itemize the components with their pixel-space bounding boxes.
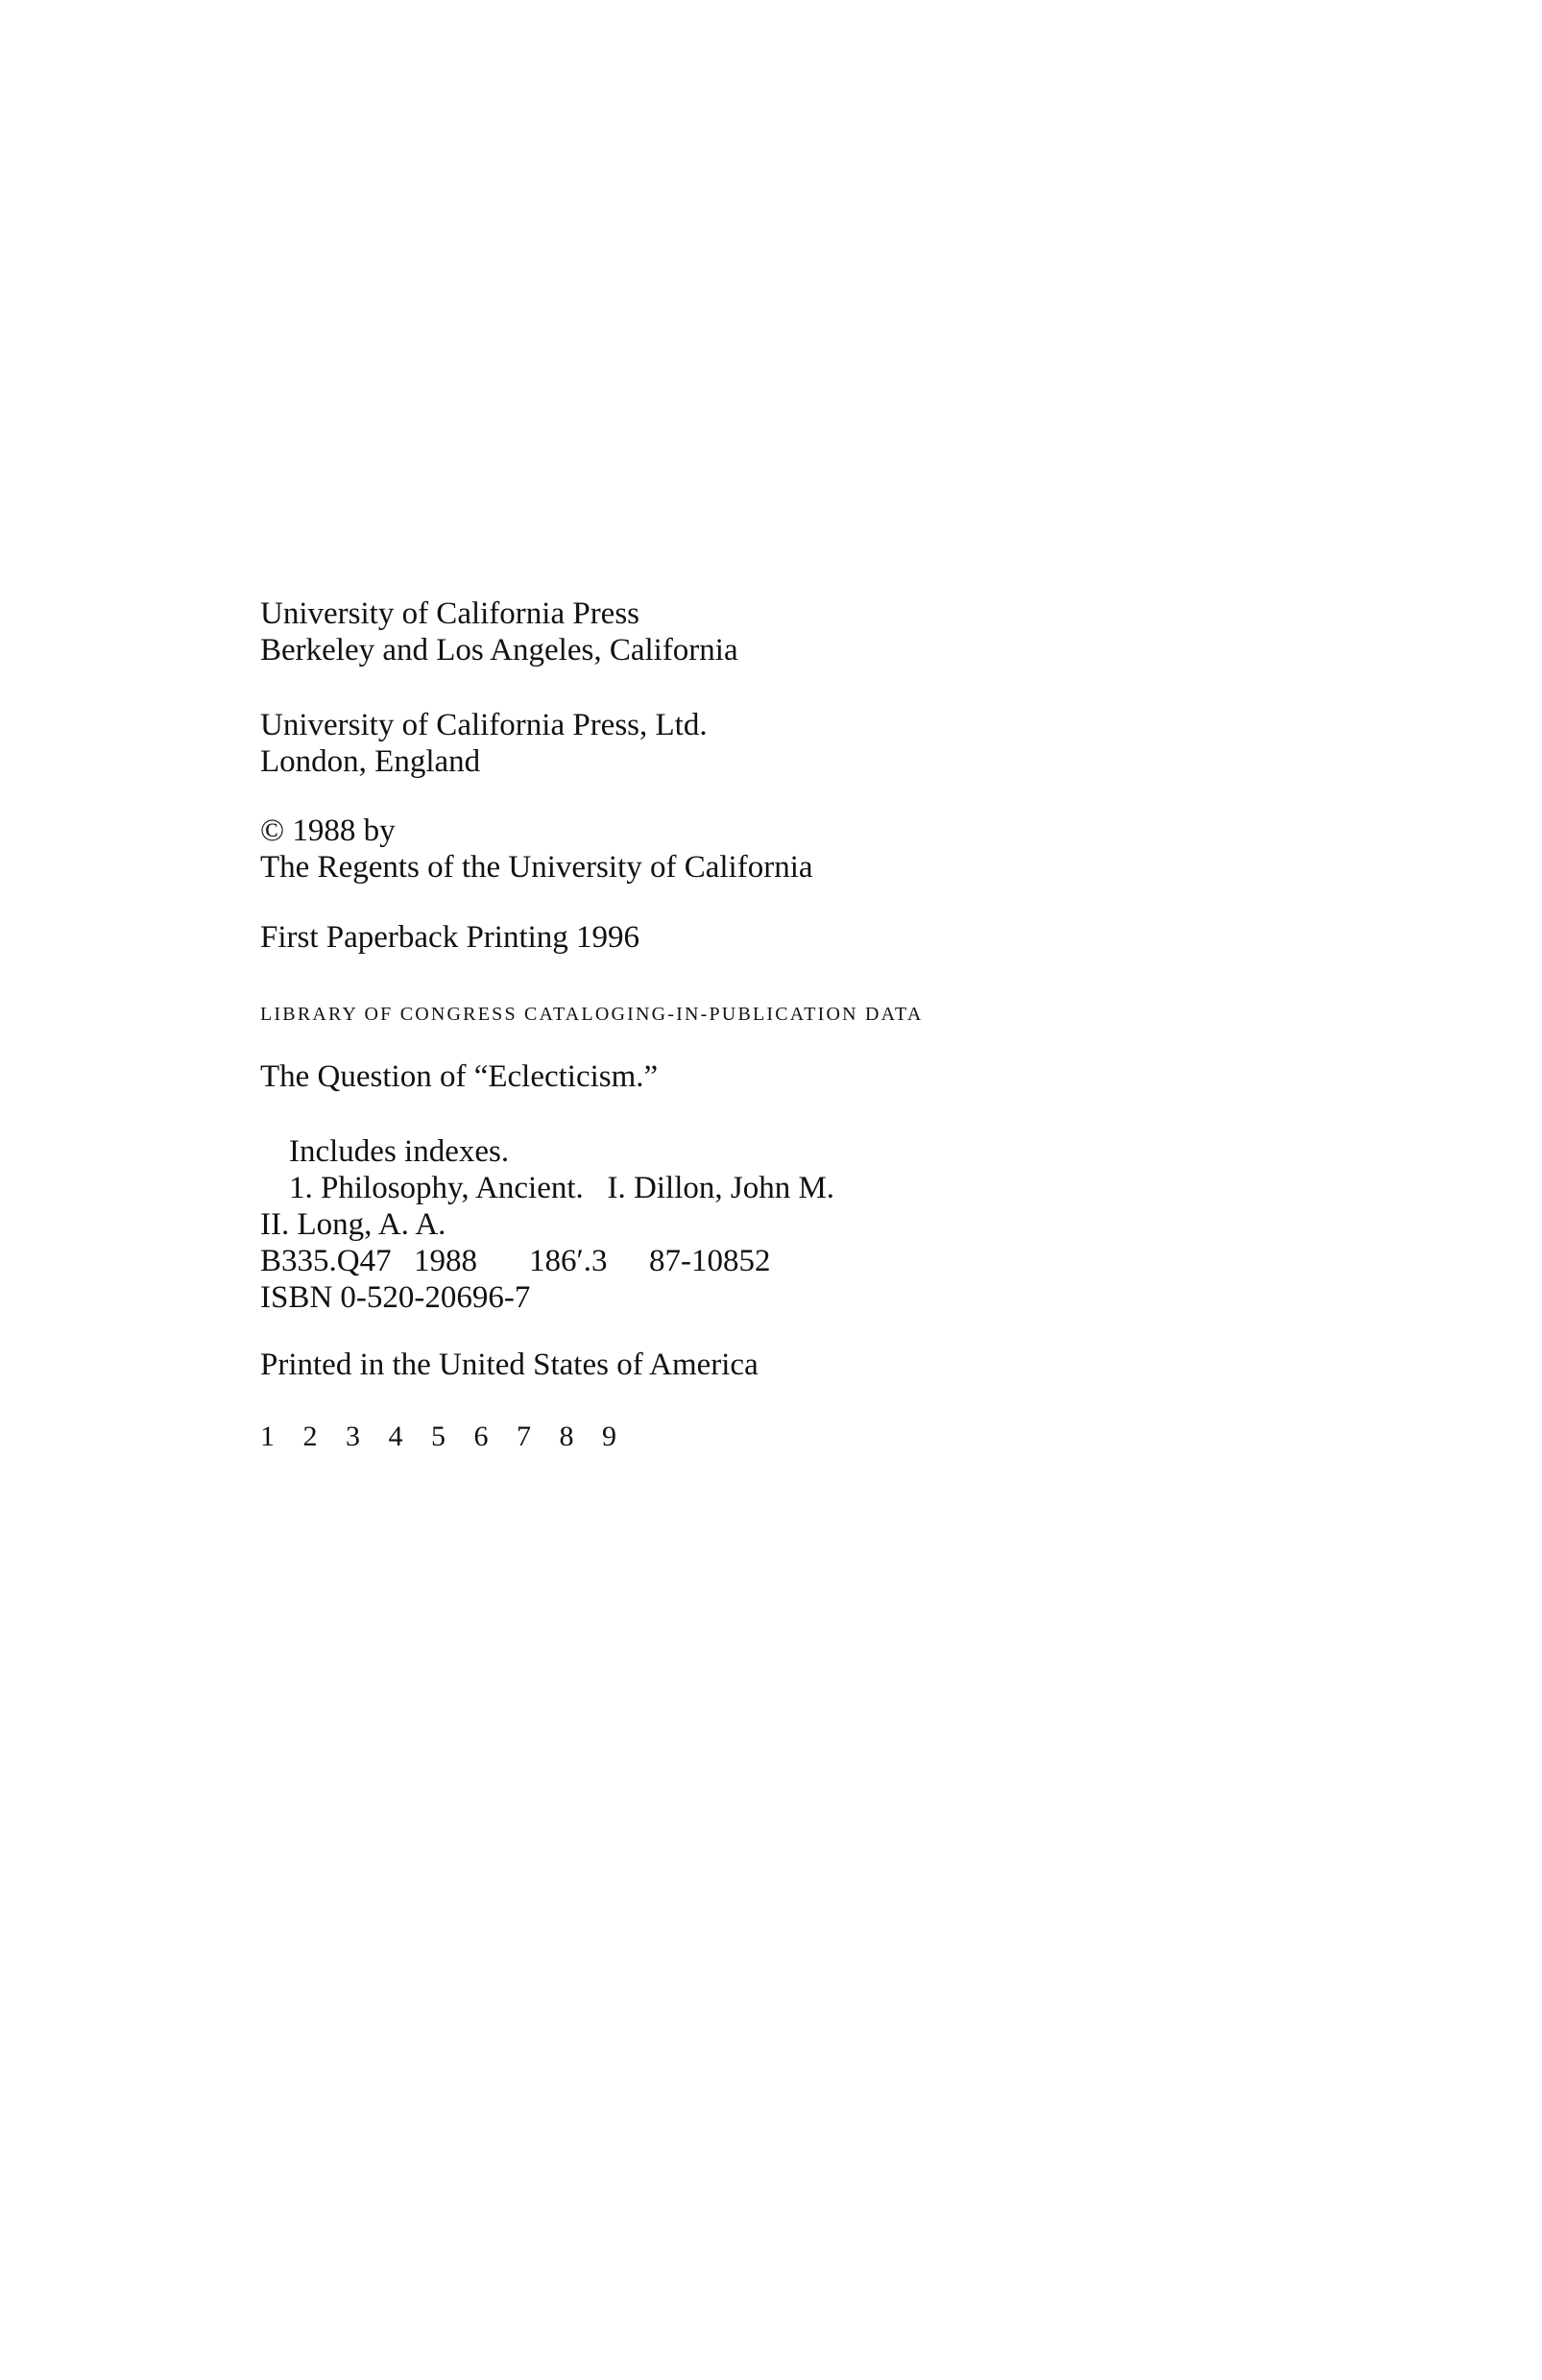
printing-number: 9	[602, 1421, 616, 1452]
printing-number: 2	[302, 1421, 318, 1452]
printing-number: 6	[473, 1421, 489, 1452]
cip-dewey: 186′.3	[529, 1244, 608, 1278]
printing-number: 1	[260, 1421, 275, 1452]
publisher-block	[260, 595, 1316, 668]
cip-title: The Question of “Eclecticism.”	[260, 1059, 659, 1094]
printing-number: 5	[431, 1421, 446, 1452]
printed-in-block	[260, 1347, 1316, 1383]
printing-block	[260, 919, 1316, 956]
cip-added-entry: II. Long, A. A.	[260, 1207, 446, 1242]
printing-number: 8	[559, 1421, 574, 1452]
printing-number: 3	[346, 1421, 360, 1452]
cip-classification-row	[260, 1243, 1316, 1279]
publisher-name: University of California Press	[260, 596, 640, 631]
printing-number: 7	[517, 1421, 531, 1452]
printing-statement: First Paperback Printing 1996	[260, 920, 640, 955]
cip-heading: LIBRARY OF CONGRESS CATALOGING-IN-PUBLICATION DATA	[260, 1004, 924, 1025]
cip-isbn: ISBN 0-520-20696-7	[260, 1280, 531, 1315]
cip-subjects: 1. Philosophy, Ancient. I. Dillon, John M.	[289, 1171, 835, 1205]
printing-number-line	[260, 1420, 645, 1454]
copyright-block	[260, 813, 1316, 886]
cip-title-block	[260, 1058, 1316, 1095]
printing-number: 4	[388, 1421, 403, 1452]
cip-includes: Includes indexes.	[289, 1134, 510, 1169]
cip-heading-block	[260, 1003, 1316, 1026]
publisher-uk-location: London, England	[260, 744, 481, 779]
printed-in: Printed in the United States of America	[260, 1348, 759, 1382]
publisher-location: Berkeley and Los Angeles, California	[260, 633, 738, 668]
cip-record	[260, 1133, 1316, 1316]
publisher-uk-name: University of California Press, Ltd.	[260, 708, 708, 742]
copyright-holder: The Regents of the University of California	[260, 850, 813, 885]
cip-call-number: B335.Q47	[260, 1244, 392, 1278]
publisher-uk-block	[260, 707, 1316, 780]
cip-year: 1988	[414, 1244, 477, 1278]
copyright-line1: © 1988 by	[260, 814, 396, 848]
cip-lccn: 87-10852	[649, 1244, 771, 1278]
